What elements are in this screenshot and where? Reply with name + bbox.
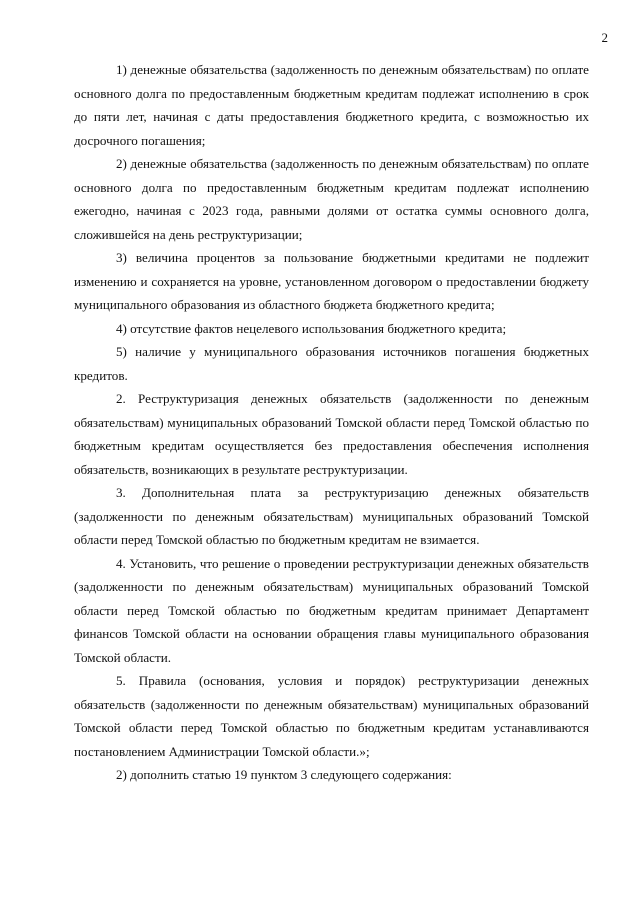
paragraph-point-2: 2. Реструктуризация денежных обязательств (задолженности по денежным обязательствам) муниципальных образований Томской области перед Томской областью по бюджетным кредитам осуществляется без предоставления обеспечения исполнения обязательств, возникающих в результате реструктуризации. [74, 391, 589, 477]
paragraph-point-5: 5. Правила (основания, условия и порядок) реструктуризации денежных обязательств (задолженности по денежным обязательствам) муниципальных образований Томской области перед Томской областью по бюджетным кредитам устанавливаются постановлением Администрации Томской области.»; [74, 673, 589, 759]
paragraph-item-2: 2) денежные обязательства (задолженность по денежным обязательствам) по оплате основного долга по предоставленным бюджетным кредитам подлежат исполнению ежегодно, начиная с 2023 года, равными долями от остатка суммы основного долга, сложившейся на день реструктуризации; [74, 156, 589, 242]
paragraph-amendment-2: 2) дополнить статью 19 пунктом 3 следующего содержания: [116, 767, 452, 782]
paragraph-item-1: 1) денежные обязательства (задолженность по денежным обязательствам) по оплате основного долга по предоставленным бюджетным кредитам подлежат исполнению в срок до пяти лет, начиная с даты предоставления бюджетного кредита, с возможностью их досрочного погашения; [74, 62, 589, 148]
paragraph-item-5: 5) наличие у муниципального образования источников погашения бюджетных кредитов. [74, 344, 589, 383]
paragraph-item-3: 3) величина процентов за пользование бюджетными кредитами не подлежит изменению и сохраняется на уровне, установленном договором о предоставлении бюджету муниципального образования из областного бюджета бюджетного кредита; [74, 250, 589, 312]
paragraph-item-4: 4) отсутствие фактов нецелевого использования бюджетного кредита; [116, 320, 507, 336]
document-body [74, 58, 589, 787]
paragraph-point-4: 4. Установить, что решение о проведении реструктуризации денежных обязательств (задолженности по денежным обязательствам) муниципальных образований Томской области перед Томской областью по бюджетным кредитам принимает Департамент финансов Томской области на основании обращения главы муниципального образования Томской области. [74, 555, 589, 665]
paragraph-point-3: 3. Дополнительная плата за реструктуризацию денежных обязательств (задолженности по денежным обязательствам) муниципальных образований Томской области перед Томской областью по бюджетным кредитам не взимается. [74, 485, 589, 547]
page-number: 2 [601, 30, 608, 45]
